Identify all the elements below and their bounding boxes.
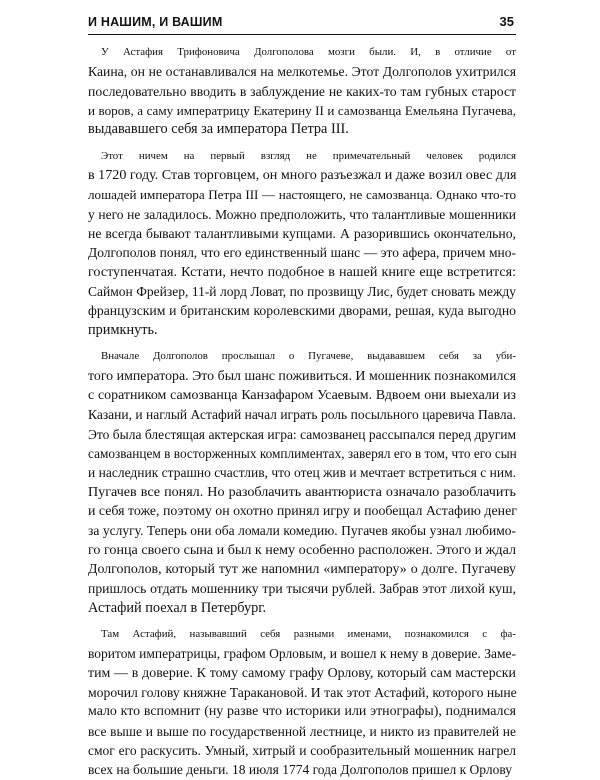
paragraph-gap xyxy=(88,140,516,147)
text-line: последовательно вводить в заблуждение не каких-то там губных старост xyxy=(88,83,516,99)
text-line: не всегда бывают талантливыми купцами. А разорившись окончательно, xyxy=(88,226,516,242)
text-line: Там Астафий, называвший себя разными именами, познакомился с фа- xyxy=(101,627,516,640)
paragraph xyxy=(88,625,516,780)
text-line: выдававшего себя за императора Петра III. xyxy=(88,121,349,138)
page-number: 35 xyxy=(499,14,514,29)
page-header xyxy=(88,12,516,35)
text-line: Вначале Долгополов прослышал о Пугачеве, выдававшем себя за уби- xyxy=(101,350,516,363)
text-line: Этот ничем на первый взгляд не примечательный человек родился xyxy=(101,149,516,162)
text-line: примкнуть. xyxy=(88,321,158,338)
text-line: Долгополов, который тут же напомнил «императору» о долге. Пугачеву xyxy=(88,561,516,577)
text-line: и воров, а саму императрицу Екатерину II и самозванца Емельяна Пугачева, xyxy=(88,103,516,119)
paragraph-gap xyxy=(88,618,516,625)
text-line: Долгополов понял, что его единственный шанс — это афера, причем мно- xyxy=(88,245,516,261)
text-line: с соратником самозванца Канзафаром Усаевым. Вдвоем они выехали из xyxy=(88,387,516,403)
text-line: Каина, он не останавливался на мелкотемье. Этот Долгополов ухитрился xyxy=(88,64,516,80)
paragraph xyxy=(88,147,516,340)
text-line: и наследник страшно счастлив, что отец жив и мечтает встретиться с ним. xyxy=(88,465,516,481)
text-line: го гонца своего сына и был к нему особенно расположен. Этого и ждал xyxy=(88,541,516,558)
body-text xyxy=(88,43,516,780)
text-line: лошадей императора Петра III — настоящего, не самозванца. Однако что-то xyxy=(88,187,516,203)
text-line: тим — в доверие. К тому самому графу Орлову, который сам мастерски xyxy=(88,665,516,681)
text-line: воритом императрицы, графом Орловым, и вошел к нему в доверие. Заме- xyxy=(88,646,516,662)
text-line: Это была блестящая актерская игра: самозванец рассыпался перед другим xyxy=(88,426,516,442)
text-line: всех на большие деньги. 18 июля 1774 года Долгополов пришел к Орлову xyxy=(88,762,513,778)
text-line: все выше и выше по государственной лестнице, и никто из правителей не xyxy=(88,723,516,739)
text-line: гоступенчатая. Кстати, нечто подобное в нашей книге еще встретится: xyxy=(88,263,516,280)
text-line: Астафий поехал в Петербург. xyxy=(88,599,267,616)
text-line: Саймон Фрейзер, 11-й лорд Ловат, по прозвищу Лис, будет сновать между xyxy=(88,284,516,300)
text-line: пришлось отдать мошеннику три тысячи рублей. Забрав этот лихой куш, xyxy=(88,581,516,597)
text-line: за услугу. Теперь они оба ломали комедию. Пугачев якобы узнал любимо- xyxy=(88,523,516,539)
paragraph-gap xyxy=(88,340,516,347)
text-line: Пугачев все понял. Но разоблачить авантюриста означало разоблачить xyxy=(88,483,516,500)
text-line: самозванцем в восторженных комплиментах, заверял его в том, что его сын xyxy=(88,445,517,461)
text-line: и себя тоже, поэтому он охотно принял игру и пообещал Астафию денег xyxy=(88,503,517,519)
text-line: Казани, и наглый Астафий начал играть роль посыльного царевича Павла. xyxy=(88,407,516,423)
text-line: у него не заладилось. Можно предположить, что талантливые мошенники xyxy=(88,206,516,222)
paragraph xyxy=(88,347,516,618)
text-line: в 1720 году. Став торговцем, он много разъезжал и даже возил овес для xyxy=(88,167,517,184)
text-line: французским и британским королевскими дворами, решая, куда выгодно xyxy=(88,303,516,319)
paragraph xyxy=(88,43,516,140)
text-line: мало кто вспомнит (ну разве что историки или этнографы), поднимался xyxy=(88,704,516,720)
running-title: И НАШИМ, И ВАШИМ xyxy=(88,15,223,29)
text-line: морочил голову княжне Таракановой. И так этот Астафий, которого ныне xyxy=(88,685,517,700)
text-line: того императора. Это был шанс поживиться. И мошенник познакомился xyxy=(88,368,516,384)
text-line: смог его раскусить. Умный, хитрый и сообразительный мошенник нагрел xyxy=(88,743,516,759)
text-line: У Астафия Трифоновича Долгополова мозги были. И, в отличие от xyxy=(101,46,516,58)
